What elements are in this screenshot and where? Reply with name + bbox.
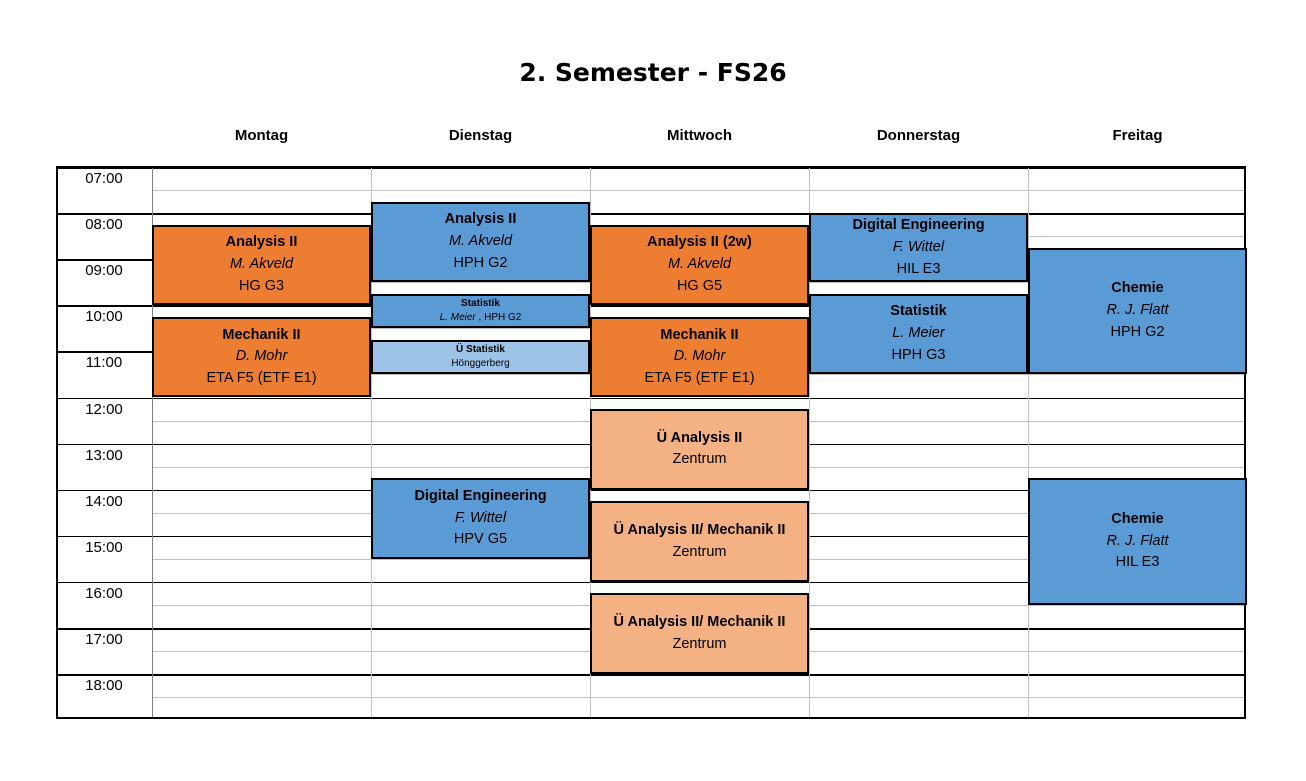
event-title: Digital Engineering — [852, 217, 985, 234]
time-label: 14:00 — [85, 492, 123, 510]
event-mi-ue-am-1[interactable] — [590, 501, 809, 582]
event-lecturer: M. Akveld — [229, 256, 294, 273]
event-room: HPH G3 — [891, 346, 946, 363]
event-room: HG G5 — [676, 277, 723, 294]
event-lecturer: M. Akveld — [667, 256, 732, 273]
day-header-freitag: Freitag — [1112, 127, 1163, 144]
event-room: HIL E3 — [896, 260, 941, 277]
event-mo-mechanik[interactable] — [152, 317, 371, 398]
day-header-mittwoch: Mittwoch — [667, 127, 732, 144]
event-lecturer: R. J. Flatt — [1106, 302, 1169, 319]
event-room: HPH G2 — [1110, 323, 1165, 340]
event-room: Hönggerberg — [451, 358, 510, 370]
event-do-statistik[interactable] — [809, 294, 1028, 375]
event-mi-mechanik[interactable] — [590, 317, 809, 398]
event-lecturer: M. Akveld — [448, 233, 513, 250]
time-label: 11:00 — [85, 354, 123, 372]
time-label: 09:00 — [85, 262, 123, 280]
event-title: Analysis II (2w) — [647, 234, 752, 251]
event-lecturer: L. Meier — [892, 325, 945, 342]
event-mi-ue-am-2[interactable] — [590, 593, 809, 674]
event-room: Zentrum — [672, 451, 727, 468]
event-room: HG G3 — [238, 277, 285, 294]
time-label: 16:00 — [85, 584, 123, 602]
event-room: HPH G2 — [453, 254, 508, 271]
day-header-montag: Montag — [234, 127, 289, 144]
event-lecturer: D. Mohr — [235, 348, 288, 365]
event-title: Mechanik II — [660, 326, 739, 343]
time-label: 15:00 — [85, 538, 123, 556]
event-lecturer: R. J. Flatt — [1106, 532, 1169, 549]
time-label: 17:00 — [85, 631, 123, 648]
event-di-analysis[interactable] — [371, 202, 590, 283]
day-header-dienstag: Dienstag — [448, 127, 513, 144]
event-title: Statistik — [461, 297, 500, 309]
day-header-donnerstag: Donnerstag — [876, 127, 961, 144]
event-lecturer: D. Mohr — [673, 348, 726, 365]
event-room: Zentrum — [672, 635, 727, 652]
time-label: 18:00 — [85, 677, 123, 695]
event-di-statistik[interactable] — [371, 294, 590, 329]
event-lecturer: F. Wittel — [454, 509, 507, 526]
event-title: Chemie — [1111, 510, 1164, 527]
event-mo-analysis[interactable] — [152, 225, 371, 306]
event-title: Chemie — [1111, 280, 1164, 297]
event-title: Ü Statistik — [456, 343, 505, 355]
time-label: 07:00 — [85, 170, 123, 187]
time-label: 13:00 — [85, 446, 123, 464]
event-title: Ü Analysis II/ Mechanik II — [613, 521, 786, 538]
event-title: Analysis II — [444, 211, 517, 228]
event-lecturer: L. Meier — [439, 312, 476, 324]
event-room: , HPH G2 — [475, 312, 522, 324]
event-room: ETA F5 (ETF E1) — [644, 370, 755, 387]
event-mi-ue-analysis[interactable] — [590, 409, 809, 490]
event-room: HPV G5 — [453, 531, 508, 548]
time-label: 12:00 — [85, 400, 123, 418]
event-room: ETA F5 (ETF E1) — [206, 370, 317, 387]
event-title: Mechanik II — [222, 326, 301, 343]
event-title: Digital Engineering — [414, 487, 547, 504]
event-do-digital[interactable] — [809, 213, 1028, 282]
event-lecturer: F. Wittel — [892, 238, 945, 255]
event-mi-analysis[interactable] — [590, 225, 809, 306]
event-title: Analysis II — [225, 234, 298, 251]
time-label: 08:00 — [85, 216, 123, 234]
event-di-digital[interactable] — [371, 478, 590, 559]
event-di-ue-statistik[interactable] — [371, 340, 590, 375]
event-details — [440, 311, 522, 326]
event-fr-chemie-2[interactable] — [1028, 478, 1247, 605]
event-room: Zentrum — [672, 543, 727, 560]
event-title: Ü Analysis II — [656, 429, 743, 446]
event-fr-chemie-1[interactable] — [1028, 248, 1247, 375]
event-title: Ü Analysis II/ Mechanik II — [613, 614, 786, 630]
event-title: Statistik — [890, 303, 947, 320]
event-room: HIL E3 — [1115, 554, 1160, 571]
page-title: 2. Semester - FS26 — [519, 58, 787, 87]
time-label: 10:00 — [85, 308, 123, 326]
